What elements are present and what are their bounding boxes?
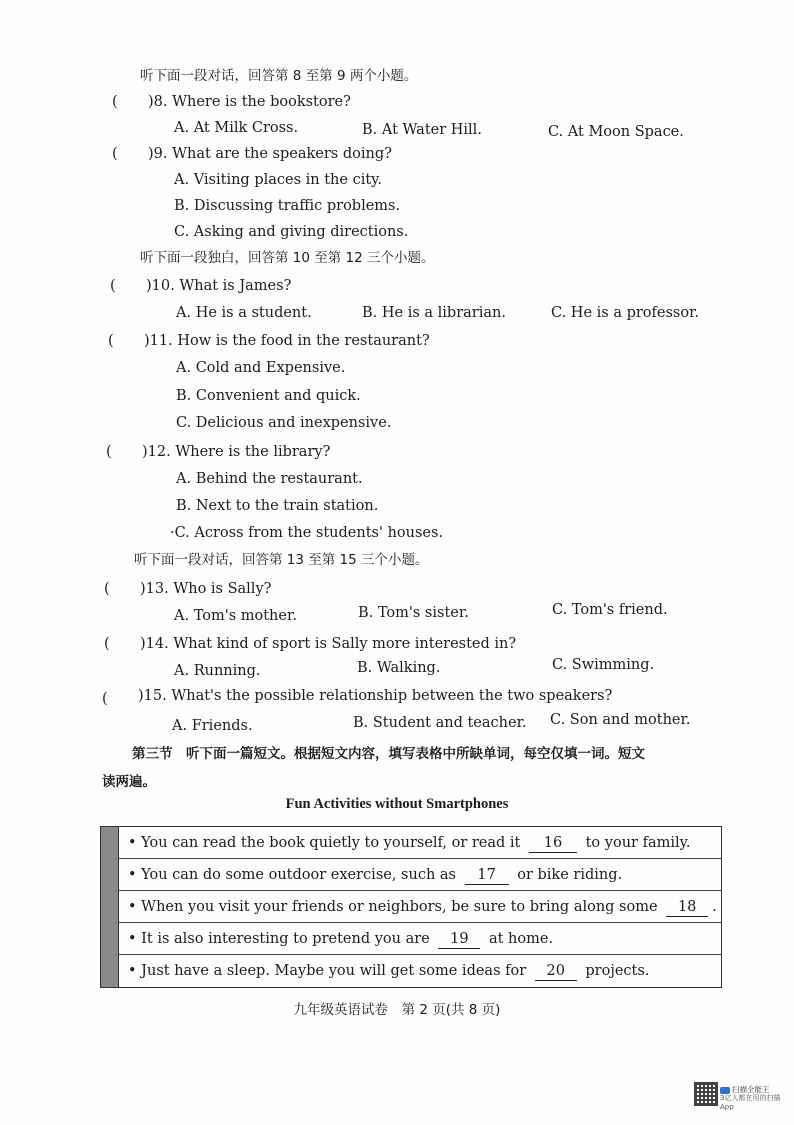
answer-paren-14: ( <box>104 636 110 652</box>
section3-instruction-line2: 读两遍。 <box>102 774 156 790</box>
question-13-option-b: B. Tom's sister. <box>358 605 469 621</box>
question-9-option-c: C. Asking and giving directions. <box>174 224 409 240</box>
row-text-before: You can read the book quietly to yourself, or read it <box>141 835 521 851</box>
question-13-stem: )13. Who is Sally? <box>140 581 272 597</box>
question-11-stem: )11. How is the food in the restaurant? <box>144 333 430 349</box>
instruction-13-15: 听下面一段对话，回答第 13 至第 15 三个小题。 <box>134 552 429 568</box>
row-text-before: You can do some outdoor exercise, such as <box>141 867 456 883</box>
row-text-before: Just have a sleep. Maybe you will get some ideas for <box>141 963 527 979</box>
row-text-after: projects. <box>585 963 650 979</box>
bullet: • <box>128 963 137 979</box>
question-8-stem: )8. Where is the bookstore? <box>148 94 351 110</box>
question-15-option-b: B. Student and teacher. <box>353 715 527 731</box>
question-9-option-a: A. Visiting places in the city. <box>174 172 383 188</box>
question-9-stem: )9. What are the speakers doing? <box>148 146 392 162</box>
table-row <box>118 923 721 955</box>
question-10-option-c: C. He is a professor. <box>551 305 700 321</box>
table-row <box>118 859 721 891</box>
scanner-logo-icon <box>720 1087 730 1094</box>
answer-paren-8: ( <box>112 94 118 110</box>
question-10-stem: )10. What is James? <box>146 278 292 294</box>
question-9-option-b: B. Discussing traffic problems. <box>174 198 401 214</box>
fill-in-table <box>100 826 722 988</box>
question-15-stem: )15. What's the possible relationship between the two speakers? <box>138 688 613 704</box>
question-15-option-c: C. Son and mother. <box>550 712 691 728</box>
blank-20[interactable]: 20 <box>535 962 577 981</box>
blank-16[interactable]: 16 <box>529 834 577 853</box>
answer-paren-10: ( <box>110 278 116 294</box>
table-row <box>118 955 721 987</box>
question-11-option-b: B. Convenient and quick. <box>176 388 361 404</box>
answer-paren-11: ( <box>108 333 114 349</box>
bullet: • <box>128 835 137 851</box>
question-14-option-b: B. Walking. <box>357 660 441 676</box>
row-text-after: or bike riding. <box>517 867 623 883</box>
answer-paren-12: ( <box>106 444 112 460</box>
question-12-option-c: ·C. Across from the students' houses. <box>170 525 444 541</box>
bullet: • <box>128 867 137 883</box>
question-8-option-c: C. At Moon Space. <box>548 124 684 140</box>
question-8-option-a: A. At Milk Cross. <box>174 120 299 136</box>
scanner-subtitle: 3亿人都在用的扫描App <box>720 1094 781 1111</box>
qr-code-icon <box>694 1082 718 1106</box>
table-row <box>118 827 721 859</box>
question-14-option-c: C. Swimming. <box>552 657 655 673</box>
answer-paren-9: ( <box>112 146 118 162</box>
table-row <box>118 891 721 923</box>
scanner-badge <box>720 1085 794 1112</box>
question-12-stem: )12. Where is the library? <box>142 444 331 460</box>
answer-paren-15: ( <box>102 691 108 707</box>
blank-18[interactable]: 18 <box>666 898 708 917</box>
row-text-after: to your family. <box>585 835 691 851</box>
instruction-8-9: 听下面一段对话，回答第 8 至第 9 两个小题。 <box>140 68 418 84</box>
row-text-before: It is also interesting to pretend you are <box>141 931 430 947</box>
question-13-option-c: C. Tom's friend. <box>552 602 668 618</box>
question-11-option-a: A. Cold and Expensive. <box>176 360 346 376</box>
scanner-brand: 扫描全能王 <box>732 1085 770 1094</box>
row-text-before: When you visit your friends or neighbors, be sure to bring along some <box>141 899 658 915</box>
bullet: • <box>128 899 137 915</box>
question-12-option-a: A. Behind the restaurant. <box>176 471 363 487</box>
blank-19[interactable]: 19 <box>438 930 480 949</box>
section3-instruction-line1: 第三节 听下面一篇短文。根据短文内容，填写表格中所缺单词，每空仅填一词。短文 <box>132 746 645 762</box>
question-10-option-b: B. He is a librarian. <box>362 305 506 321</box>
question-13-option-a: A. Tom's mother. <box>174 608 297 624</box>
question-14-stem: )14. What kind of sport is Sally more interested in? <box>140 636 517 652</box>
row-text-after: at home. <box>488 931 554 947</box>
instruction-10-12: 听下面一段独白，回答第 10 至第 12 三个小题。 <box>140 250 435 266</box>
blank-17[interactable]: 17 <box>465 866 509 885</box>
table-title: Fun Activities without Smartphones <box>285 796 509 812</box>
question-8-option-b: B. At Water Hill. <box>362 122 482 138</box>
question-12-option-b: B. Next to the train station. <box>176 498 379 514</box>
row-text-after: . <box>712 899 717 915</box>
table-gutter <box>101 827 119 987</box>
question-10-option-a: A. He is a student. <box>176 305 312 321</box>
answer-paren-13: ( <box>104 581 110 597</box>
page-footer: 九年级英语试卷 第 2 页(共 8 页) <box>293 1002 501 1018</box>
bullet: • <box>128 931 137 947</box>
question-11-option-c: C. Delicious and inexpensive. <box>176 415 392 431</box>
question-15-option-a: A. Friends. <box>172 718 253 734</box>
question-14-option-a: A. Running. <box>174 663 261 679</box>
